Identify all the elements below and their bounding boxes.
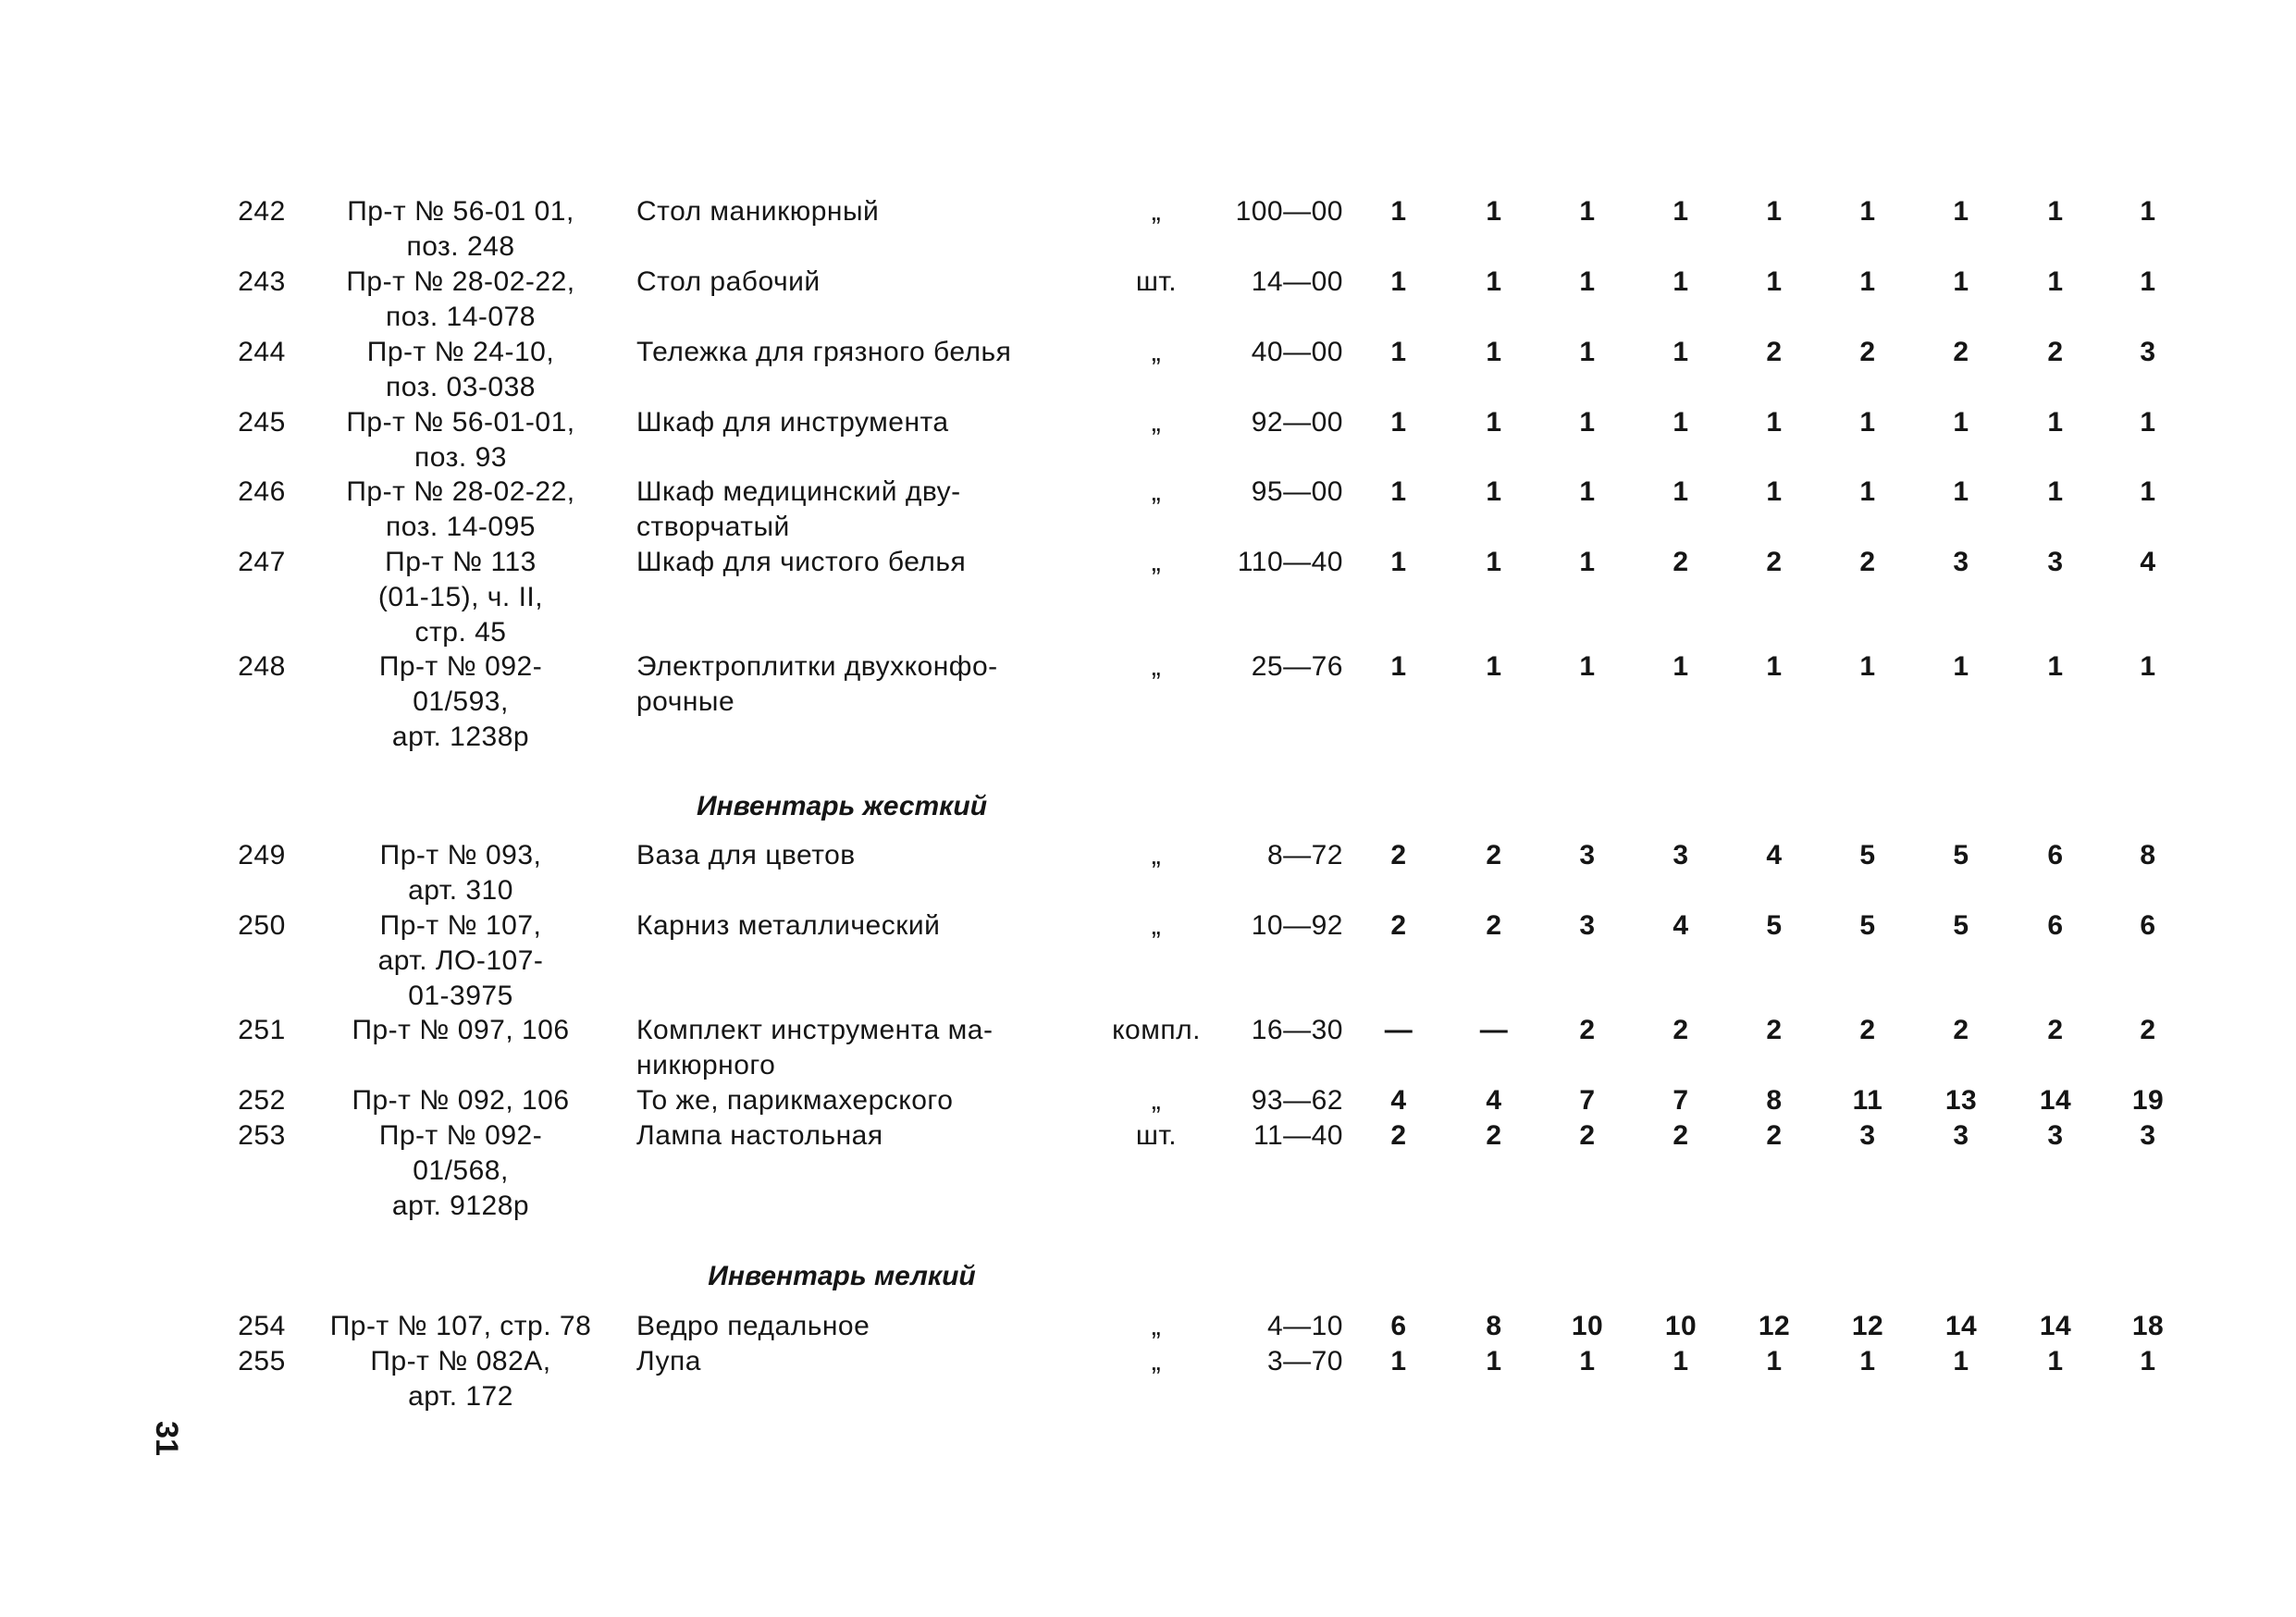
- item-number: 250: [238, 910, 286, 941]
- reference-cell: [294, 194, 627, 265]
- quantity-cell: 1: [1579, 407, 1596, 438]
- quantity-cell: 3: [1953, 1120, 1969, 1151]
- quantity-cell: 1: [1859, 1346, 1876, 1376]
- quantity-cell: 1: [1673, 337, 1689, 367]
- quantity-cell: 1: [1859, 196, 1876, 227]
- reference-cell: [294, 545, 627, 650]
- quantity-cell: 2: [1486, 1120, 1502, 1151]
- item-name-line: Комплект инструмента ма-: [636, 1015, 994, 1045]
- quantity-cell: 1: [1486, 1346, 1502, 1376]
- reference-line: Пр-т № 092, 106: [352, 1085, 570, 1116]
- quantity-cell: 1: [1859, 476, 1876, 507]
- price-cell: 110—40: [1237, 547, 1343, 577]
- reference-line: арт. 9128р: [391, 1191, 530, 1221]
- quantity-cell: 1: [2140, 266, 2156, 297]
- quantity-cell: 2: [1486, 910, 1502, 941]
- unit-cell: „: [1151, 337, 1162, 367]
- quantity-cell: 5: [1953, 840, 1969, 870]
- quantity-cell: 1: [1673, 196, 1689, 227]
- quantity-cell: 1: [1579, 196, 1596, 227]
- quantity-cell: —: [1479, 1015, 1509, 1045]
- reference-line: Пр-т № 092-: [378, 1120, 543, 1151]
- page-number: 31: [149, 1421, 184, 1456]
- quantity-cell: 2: [1766, 1120, 1783, 1151]
- quantity-cell: 3: [2140, 337, 2156, 367]
- reference-line: поз. 14-078: [386, 302, 536, 332]
- quantity-cell: 1: [1953, 407, 1969, 438]
- item-name-line: Стол рабочий: [636, 266, 821, 297]
- quantity-cell: 14: [2039, 1085, 2072, 1116]
- reference-cell: [294, 1344, 627, 1414]
- quantity-cell: 12: [1851, 1311, 1884, 1341]
- quantity-cell: 1: [1766, 476, 1783, 507]
- quantity-cell: 1: [1579, 547, 1596, 577]
- quantity-cell: 7: [1579, 1085, 1596, 1116]
- reference-line: Пр-т № 24-10,: [366, 337, 555, 367]
- quantity-cell: 2: [1579, 1015, 1596, 1045]
- reference-line: Пр-т № 093,: [379, 840, 542, 870]
- price-cell: 100—00: [1235, 196, 1343, 227]
- quantity-cell: 1: [1673, 1346, 1689, 1376]
- item-name-cell: [636, 908, 1099, 944]
- reference-cell: [294, 1083, 627, 1118]
- quantity-cell: 4: [2140, 547, 2156, 577]
- item-name-cell: [636, 1344, 1099, 1379]
- item-name-line: Лупа: [636, 1346, 701, 1376]
- quantity-cell: 1: [1486, 476, 1502, 507]
- quantity-cell: 3: [2047, 1120, 2064, 1151]
- quantity-cell: 1: [1579, 337, 1596, 367]
- quantity-cell: 10: [1664, 1311, 1697, 1341]
- item-name-line: Карниз металлический: [636, 910, 941, 941]
- item-number: 242: [238, 196, 286, 227]
- reference-line: арт. 1238р: [391, 722, 530, 752]
- item-number: 254: [238, 1311, 286, 1341]
- item-name-cell: [636, 545, 1099, 580]
- item-number: 255: [238, 1346, 286, 1376]
- quantity-cell: 6: [1390, 1311, 1407, 1341]
- unit-cell: „: [1151, 1311, 1162, 1341]
- quantity-cell: 1: [1390, 1346, 1407, 1376]
- quantity-cell: —: [1384, 1015, 1413, 1045]
- unit-cell: „: [1151, 1346, 1162, 1376]
- item-number: 246: [238, 476, 286, 507]
- quantity-cell: 1: [2047, 651, 2064, 682]
- quantity-cell: 1: [1766, 651, 1783, 682]
- quantity-cell: 1: [1673, 407, 1689, 438]
- price-cell: 40—00: [1251, 337, 1343, 367]
- quantity-cell: 1: [2140, 1346, 2156, 1376]
- quantity-cell: 2: [1766, 1015, 1783, 1045]
- section-heading: Инвентарь жесткий: [696, 791, 988, 821]
- quantity-cell: 1: [1486, 266, 1502, 297]
- reference-line: поз. 93: [414, 442, 507, 473]
- quantity-cell: 8: [1486, 1311, 1502, 1341]
- price-cell: 16—30: [1251, 1015, 1343, 1045]
- price-cell: 10—92: [1251, 910, 1343, 941]
- quantity-cell: 2: [1673, 547, 1689, 577]
- item-name-line: Шкаф медицинский дву-: [636, 476, 961, 507]
- item-name-cell: [636, 265, 1099, 300]
- reference-line: (01-15), ч. II,: [377, 582, 544, 612]
- reference-line: поз. 14-095: [386, 512, 536, 542]
- quantity-cell: 2: [2047, 1015, 2064, 1045]
- quantity-cell: 8: [2140, 840, 2156, 870]
- unit-cell: „: [1151, 196, 1162, 227]
- unit-cell: шт.: [1135, 1120, 1178, 1151]
- quantity-cell: 1: [1953, 651, 1969, 682]
- quantity-cell: 2: [1390, 840, 1407, 870]
- reference-line: Пр-т № 113: [385, 547, 537, 577]
- quantity-cell: 1: [1953, 1346, 1969, 1376]
- item-name-line: Тележка для грязного белья: [636, 337, 1012, 367]
- reference-cell: [294, 1013, 627, 1048]
- item-name-line: никюрного: [636, 1050, 776, 1080]
- reference-cell: [294, 649, 627, 755]
- reference-line: Пр-т № 28-02-22,: [346, 266, 575, 297]
- quantity-cell: 1: [1766, 1346, 1783, 1376]
- quantity-cell: 1: [1673, 651, 1689, 682]
- quantity-cell: 1: [1390, 547, 1407, 577]
- quantity-cell: 10: [1571, 1311, 1604, 1341]
- quantity-cell: 3: [1953, 547, 1969, 577]
- item-number: 248: [238, 651, 286, 682]
- price-cell: 95—00: [1251, 476, 1343, 507]
- quantity-cell: 14: [2039, 1311, 2072, 1341]
- quantity-cell: 1: [1673, 266, 1689, 297]
- reference-cell: [294, 265, 627, 335]
- reference-line: Пр-т № 28-02-22,: [346, 476, 575, 507]
- item-name-cell: [636, 838, 1099, 873]
- quantity-cell: 1: [1579, 1346, 1596, 1376]
- quantity-cell: 1: [2140, 476, 2156, 507]
- quantity-cell: 1: [1766, 196, 1783, 227]
- unit-cell: „: [1151, 1085, 1162, 1116]
- quantity-cell: 2: [2140, 1015, 2156, 1045]
- quantity-cell: 5: [1953, 910, 1969, 941]
- item-name-cell: [636, 1309, 1099, 1344]
- quantity-cell: 19: [2131, 1085, 2165, 1116]
- unit-cell: „: [1151, 547, 1162, 577]
- quantity-cell: 3: [1859, 1120, 1876, 1151]
- price-cell: 3—70: [1266, 1346, 1343, 1376]
- quantity-cell: 1: [2047, 476, 2064, 507]
- item-name-line: Ведро педальное: [636, 1311, 870, 1341]
- quantity-cell: 1: [2140, 407, 2156, 438]
- quantity-cell: 4: [1766, 840, 1783, 870]
- unit-cell: „: [1151, 910, 1162, 941]
- reference-cell: [294, 908, 627, 1014]
- reference-line: Пр-т № 56-01-01,: [346, 407, 575, 438]
- item-name-line: Стол маникюрный: [636, 196, 880, 227]
- item-number: 243: [238, 266, 286, 297]
- reference-line: Пр-т № 56-01 01,: [347, 196, 574, 227]
- quantity-cell: 1: [1859, 407, 1876, 438]
- quantity-cell: 1: [1390, 337, 1407, 367]
- quantity-cell: 18: [2131, 1311, 2165, 1341]
- quantity-cell: 1: [1859, 266, 1876, 297]
- quantity-cell: 2: [1859, 337, 1876, 367]
- item-name-line: То же, парикмахерского: [636, 1085, 954, 1116]
- item-name-line: Лампа настольная: [636, 1120, 883, 1151]
- item-number: 253: [238, 1120, 286, 1151]
- quantity-cell: 3: [1673, 840, 1689, 870]
- quantity-cell: 11: [1852, 1085, 1883, 1116]
- quantity-cell: 1: [1486, 547, 1502, 577]
- quantity-cell: 12: [1758, 1311, 1791, 1341]
- quantity-cell: 1: [1486, 651, 1502, 682]
- quantity-cell: 1: [2140, 651, 2156, 682]
- reference-line: арт. ЛО-107-: [377, 945, 544, 976]
- quantity-cell: 5: [1859, 840, 1876, 870]
- price-cell: 93—62: [1251, 1085, 1343, 1116]
- quantity-cell: 3: [2140, 1120, 2156, 1151]
- quantity-cell: 1: [1390, 266, 1407, 297]
- quantity-cell: 2: [1953, 337, 1969, 367]
- unit-cell: „: [1151, 476, 1162, 507]
- quantity-cell: 14: [1944, 1311, 1978, 1341]
- item-number: 252: [238, 1085, 286, 1116]
- quantity-cell: 2: [1766, 547, 1783, 577]
- item-name-cell: [636, 335, 1099, 370]
- section-heading: Инвентарь мелкий: [708, 1261, 976, 1291]
- item-number: 247: [238, 547, 286, 577]
- quantity-cell: 5: [1766, 910, 1783, 941]
- quantity-cell: 2: [1486, 840, 1502, 870]
- quantity-cell: 2: [1953, 1015, 1969, 1045]
- item-name-line: створчатый: [636, 512, 790, 542]
- quantity-cell: 1: [1390, 407, 1407, 438]
- item-name-cell: [636, 475, 1099, 545]
- quantity-cell: 4: [1390, 1085, 1407, 1116]
- quantity-cell: 1: [1486, 196, 1502, 227]
- reference-cell: [294, 335, 627, 405]
- quantity-cell: 3: [1579, 840, 1596, 870]
- quantity-cell: 5: [1859, 910, 1876, 941]
- quantity-cell: 4: [1673, 910, 1689, 941]
- quantity-cell: 8: [1766, 1085, 1783, 1116]
- quantity-cell: 2: [1673, 1120, 1689, 1151]
- unit-cell: „: [1151, 651, 1162, 682]
- reference-cell: [294, 405, 627, 475]
- item-name-cell: [636, 649, 1099, 720]
- item-name-cell: [636, 405, 1099, 440]
- quantity-cell: 13: [1944, 1085, 1978, 1116]
- price-cell: 25—76: [1251, 651, 1343, 682]
- unit-cell: компл.: [1112, 1015, 1201, 1045]
- reference-line: Пр-т № 107, стр. 78: [329, 1311, 592, 1341]
- quantity-cell: 1: [1859, 651, 1876, 682]
- reference-line: поз. 03-038: [386, 372, 536, 402]
- item-number: 249: [238, 840, 286, 870]
- item-name-cell: [636, 194, 1099, 229]
- quantity-cell: 1: [1766, 407, 1783, 438]
- item-number: 251: [238, 1015, 286, 1045]
- quantity-cell: 3: [2047, 547, 2064, 577]
- quantity-cell: 1: [1766, 266, 1783, 297]
- quantity-cell: 7: [1673, 1085, 1689, 1116]
- quantity-cell: 2: [1859, 1015, 1876, 1045]
- item-name-line: Шкаф для инструмента: [636, 407, 949, 438]
- quantity-cell: 1: [1953, 196, 1969, 227]
- reference-line: 01-3975: [408, 981, 513, 1011]
- quantity-cell: 2: [1390, 910, 1407, 941]
- quantity-cell: 2: [1859, 547, 1876, 577]
- quantity-cell: 1: [1486, 407, 1502, 438]
- price-cell: 14—00: [1251, 266, 1343, 297]
- item-number: 245: [238, 407, 286, 438]
- quantity-cell: 2: [2047, 337, 2064, 367]
- reference-line: арт. 172: [408, 1381, 513, 1412]
- quantity-cell: 3: [1579, 910, 1596, 941]
- item-name-cell: [636, 1013, 1099, 1083]
- reference-line: стр. 45: [414, 617, 507, 648]
- quantity-cell: 1: [1579, 266, 1596, 297]
- quantity-cell: 6: [2047, 840, 2064, 870]
- item-name-cell: [636, 1118, 1099, 1154]
- item-number: 244: [238, 337, 286, 367]
- quantity-cell: 1: [1953, 476, 1969, 507]
- quantity-cell: 1: [1390, 476, 1407, 507]
- quantity-cell: 1: [1486, 337, 1502, 367]
- quantity-cell: 2: [1766, 337, 1783, 367]
- item-name-line: Ваза для цветов: [636, 840, 856, 870]
- unit-cell: шт.: [1135, 266, 1178, 297]
- price-cell: 4—10: [1266, 1311, 1343, 1341]
- quantity-cell: 1: [2047, 1346, 2064, 1376]
- quantity-cell: 1: [1673, 476, 1689, 507]
- quantity-cell: 6: [2047, 910, 2064, 941]
- reference-line: 01/568,: [413, 1155, 509, 1186]
- reference-cell: [294, 1118, 627, 1224]
- quantity-cell: 2: [1579, 1120, 1596, 1151]
- item-name-cell: [636, 1083, 1099, 1118]
- unit-cell: „: [1151, 407, 1162, 438]
- quantity-cell: 1: [2047, 196, 2064, 227]
- reference-cell: [294, 475, 627, 545]
- reference-cell: [294, 1309, 627, 1344]
- quantity-cell: 1: [1953, 266, 1969, 297]
- reference-line: 01/593,: [413, 686, 509, 717]
- reference-cell: [294, 838, 627, 908]
- reference-line: Пр-т № 092-: [378, 651, 543, 682]
- reference-line: арт. 310: [408, 875, 513, 906]
- reference-line: поз. 248: [406, 231, 515, 262]
- quantity-cell: 1: [1390, 196, 1407, 227]
- quantity-cell: 1: [2047, 266, 2064, 297]
- price-cell: 8—72: [1266, 840, 1343, 870]
- price-cell: 11—40: [1253, 1120, 1343, 1151]
- item-name-line: рочные: [636, 686, 735, 717]
- item-name-line: Шкаф для чистого белья: [636, 547, 967, 577]
- quantity-cell: 4: [1486, 1085, 1502, 1116]
- item-name-line: Электроплитки двухконфо-: [636, 651, 998, 682]
- quantity-cell: 1: [1579, 651, 1596, 682]
- quantity-cell: 1: [2047, 407, 2064, 438]
- quantity-cell: 6: [2140, 910, 2156, 941]
- reference-line: Пр-т № 107,: [379, 910, 542, 941]
- reference-line: Пр-т № 097, 106: [352, 1015, 570, 1045]
- price-cell: 92—00: [1251, 407, 1343, 438]
- reference-line: Пр-т № 082А,: [370, 1346, 551, 1376]
- quantity-cell: 2: [1673, 1015, 1689, 1045]
- unit-cell: „: [1151, 840, 1162, 870]
- quantity-cell: 1: [1579, 476, 1596, 507]
- quantity-cell: 1: [1390, 651, 1407, 682]
- quantity-cell: 1: [2140, 196, 2156, 227]
- quantity-cell: 2: [1390, 1120, 1407, 1151]
